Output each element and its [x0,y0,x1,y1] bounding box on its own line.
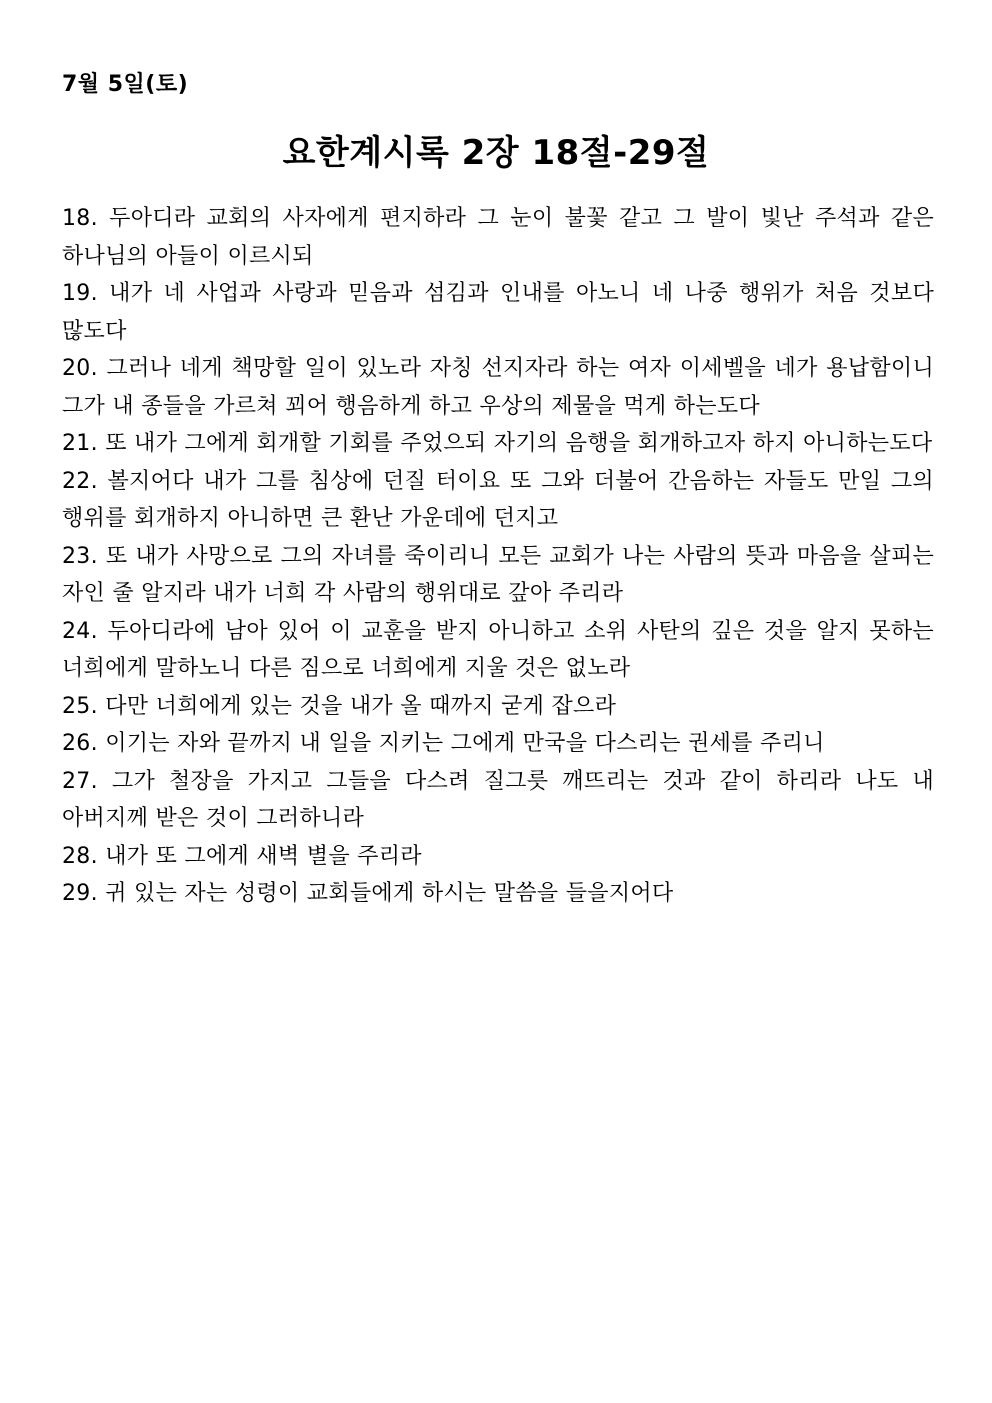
verse-number: 22. [62,468,98,494]
verse-text: 두아디라 교회의 사자에게 편지하라 그 눈이 불꽃 같고 그 발이 빛난 주석과 같은 하나님의 아들이 이르시되 [62,206,934,269]
verse-number: 25. [62,693,98,719]
verse-26 [62,725,934,763]
verse-23 [62,538,934,613]
verse-18 [62,200,934,275]
verse-text: 또 내가 그에게 회개할 기회를 주었으되 자기의 음행을 회개하고자 하지 아니하는도다 [105,431,933,456]
verse-number: 29. [62,881,98,906]
verse-text: 두아디라에 남아 있어 이 교훈을 받지 아니하고 소위 사탄의 깊은 것을 알지 못하는 너희에게 말하노니 다른 짐으로 너희에게 지울 것은 없노라 [62,618,934,681]
verse-text: 귀 있는 자는 성령이 교회들에게 하시는 말씀을 들을지어다 [105,881,674,906]
verse-number: 21. [62,431,98,456]
verse-22 [62,463,934,538]
date-label: 7월 5일(토) [62,72,189,97]
verse-21 [62,425,934,463]
verse-number: 26. [62,731,98,756]
verse-27 [62,763,934,838]
verse-text: 이기는 자와 끝까지 내 일을 지키는 그에게 만국을 다스리는 권세를 주리니 [105,731,825,756]
verse-number: 23. [62,543,98,569]
verse-number: 19. [62,281,98,306]
verse-number: 28. [62,843,98,869]
verse-text: 내가 네 사업과 사랑과 믿음과 섬김과 인내를 아노니 네 나중 행위가 처음 것보다 많도다 [62,281,934,344]
verse-29 [62,875,934,913]
verse-text: 또 내가 사망으로 그의 자녀를 죽이리니 모든 교회가 나는 사람의 뜻과 마음을 살피는 자인 줄 알지라 내가 너희 각 사람의 행위대로 갚아 주리라 [62,543,934,606]
verse-text: 내가 또 그에게 새벽 별을 주리라 [105,843,422,869]
verse-text: 그가 철장을 가지고 그들을 다스려 질그릇 깨뜨리는 것과 같이 하리라 나도 내 아버지께 받은 것이 그러하니라 [62,768,934,831]
verse-text: 다만 너희에게 있는 것을 내가 올 때까지 굳게 잡으라 [105,693,617,719]
verse-text: 그러나 네게 책망할 일이 있노라 자칭 선지자라 하는 여자 이세벨을 네가 용납함이니 그가 내 종들을 가르쳐 꾀어 행음하게 하고 우상의 제물을 먹게 하는도다 [62,356,935,419]
page-title: 요한계시록 2장 18절-29절 [282,133,710,173]
verse-25 [62,688,934,726]
verse-number: 18. [62,206,98,231]
verse-24 [62,613,934,688]
verse-list [62,200,934,913]
verse-number: 27. [62,768,98,794]
verse-28 [62,838,934,876]
verse-19 [62,275,934,350]
verse-20 [62,350,934,425]
verse-number: 20. [62,356,98,381]
verse-number: 24. [62,618,98,644]
verse-text: 볼지어다 내가 그를 침상에 던질 터이요 또 그와 더불어 간음하는 자들도 만일 그의 행위를 회개하지 아니하면 큰 환난 가운데에 던지고 [62,468,934,531]
